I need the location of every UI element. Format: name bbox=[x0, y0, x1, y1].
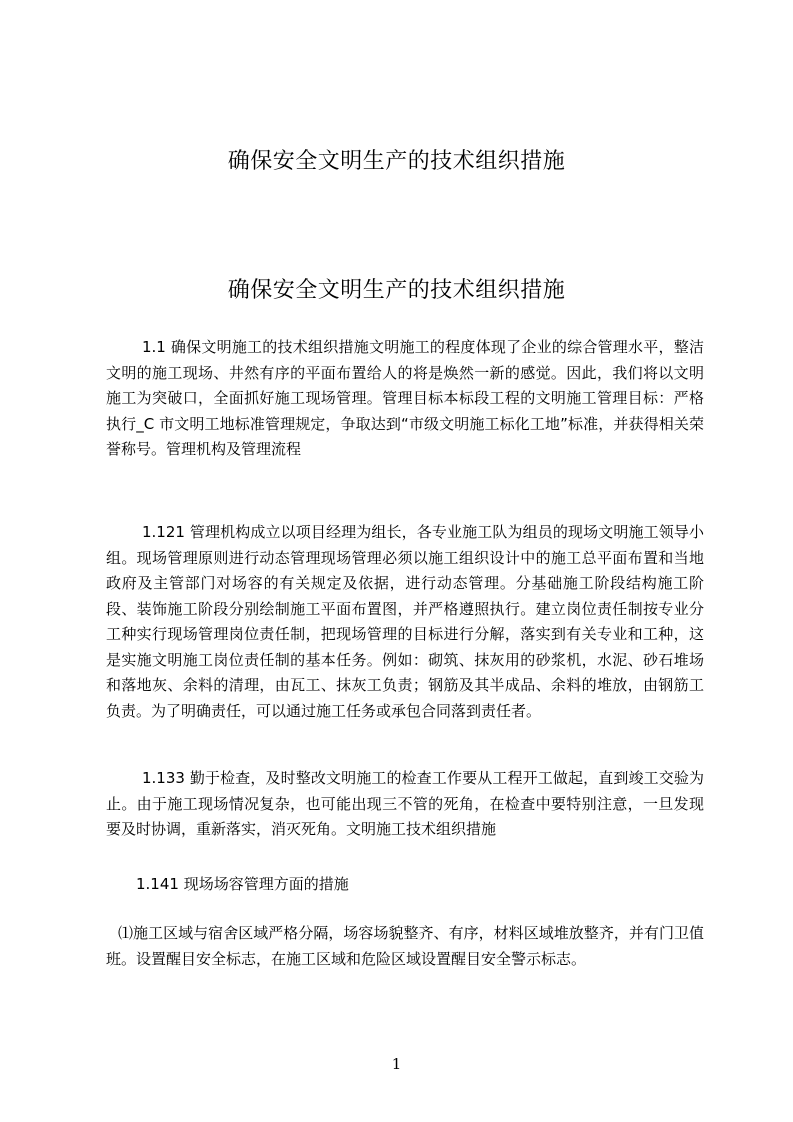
paragraph-text: 1.133 勤于检查，及时整改文明施工的检查工作要从工程开工做起，直到竣工交验为止。由于施工现场情况复杂，也可能出现三不管的死角，在检查中要特别注意，一旦发现要及时协调，重新落实，消灭死角。文明施工技术组织措施 bbox=[106, 769, 704, 838]
paragraph-1-121 bbox=[106, 520, 704, 733]
paragraph-text: 1.1 确保文明施工的技术组织措施文明施工的程度体现了企业的综合管理水平，整洁文明的施工现场、井然有序的平面布置给人的将是焕然一新的感觉。因此，我们将以文明施工为突破口，全面抓好施工现场管理。管理目标本标段工程的文明施工管理目标：严格执行_C 市文明工地标准管理规定，争取达到“市级文明施工标化工地”标准，并获得相关荣誉称号。管理机构及管理流程 bbox=[106, 338, 704, 458]
paragraph-text: 1.121 管理机构成立以项目经理为组长，各专业施工队为组员的现场文明施工领导小组。现场管理原则进行动态管理现场管理必须以施工组织设计中的施工总平面布置和当地政府及主管部门对场容的有关规定及依据，进行动态管理。分基础施工阶段结构施工阶段、装饰施工阶段分别绘制施工平面布置图，并严格遵照执行。建立岗位责任制按专业分工种实行现场管理岗位责任制，把现场管理的目标进行分解，落实到有关专业和工种，这是实施文明施工岗位责任制的基本任务。例如：砌筑、抹灰用的砂浆机，水泥、砂石堆场和落地灰、余料的清理，由瓦工、抹灰工负责；钢筋及其半成品、余料的堆放，由钢筋工负责。为了明确责任，可以通过施工任务或承包合同落到责任者。 bbox=[106, 523, 704, 720]
paragraph-text: ⑴施工区域与宿舍区域严格分隔，场容场貌整齐、有序，材料区域堆放整齐，并有门卫值班。设置醒目安全标志，在施工区域和危险区域设置醒目安全警示标志。 bbox=[106, 924, 704, 968]
document-title: 确保安全文明生产的技术组织措施 bbox=[227, 149, 566, 174]
paragraph-text: 1.141 现场场容管理方面的措施 bbox=[136, 875, 349, 893]
paragraph-item-1 bbox=[106, 921, 704, 973]
paragraph-1-1 bbox=[106, 335, 704, 463]
page-number: 1 bbox=[391, 1055, 402, 1073]
paragraph-1-133 bbox=[106, 766, 704, 843]
paragraph-1-141 bbox=[136, 872, 704, 898]
section-title: 确保安全文明生产的技术组织措施 bbox=[227, 278, 566, 303]
